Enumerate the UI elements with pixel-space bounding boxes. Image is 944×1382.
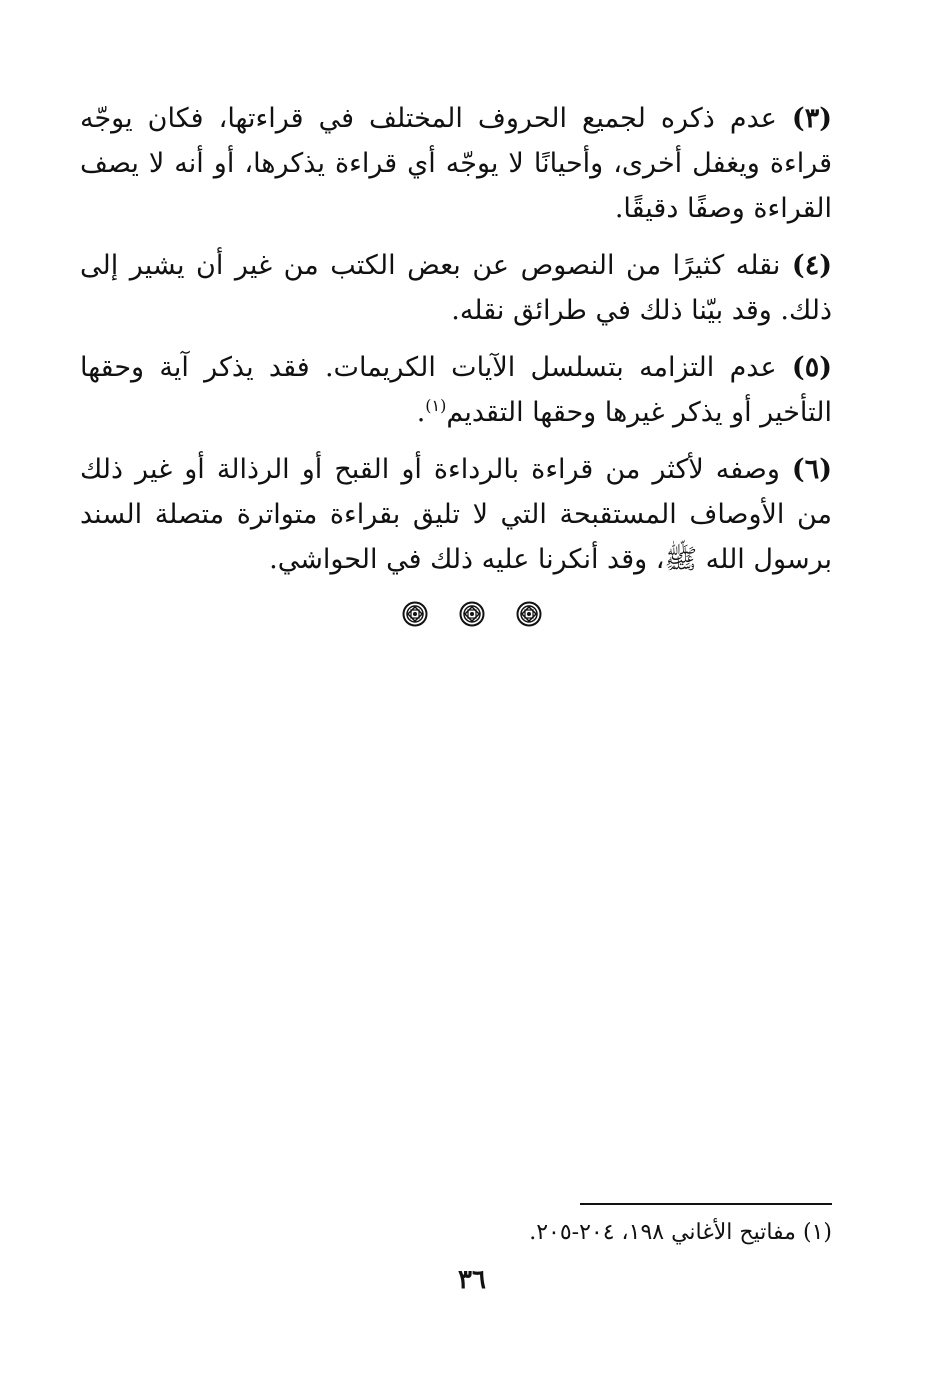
paragraph-number: (٦)	[791, 454, 832, 485]
paragraph-6	[80, 447, 832, 582]
paragraph-5	[80, 345, 832, 435]
paragraph-number: (٣)	[791, 103, 832, 134]
ornament-rosette-icon	[516, 601, 542, 627]
paragraph-text: وصفه لأكثر من قراءة بالرداءة أو القبح أو الرذالة أو غير ذلك من الأوصاف المستقبحة التي لا تليق بقراءة متواترة متصلة السند برسول الله ﷺ، وقد أنكرنا عليه ذلك في الحواشي.	[80, 454, 832, 575]
footnote-reference[interactable]: (١)	[425, 396, 447, 415]
paragraph-3	[80, 96, 832, 231]
section-end-ornaments	[0, 601, 944, 627]
footnote-text: مفاتيح الأغاني ١٩٨، ٢٠٤-٢٠٥.	[529, 1220, 796, 1245]
paragraph-tail: .	[416, 397, 426, 428]
ornament-rosette-icon	[459, 601, 485, 627]
ornament-rosette-icon	[402, 601, 428, 627]
paragraph-text: عدم ذكره لجميع الحروف المختلف في قراءتها، فكان يوجّه قراءة ويغفل أخرى، وأحيانًا لا يوجّه أي قراءة يذكرها، أو أنه لا يصف القراءة وصفًا دقيقًا.	[80, 103, 832, 224]
page-number: ٣٦	[458, 1265, 486, 1295]
footnote	[232, 1215, 832, 1251]
footnote-separator	[580, 1203, 832, 1205]
paragraph-number: (٤)	[791, 250, 832, 281]
paragraph-text: عدم التزامه بتسلسل الآيات الكريمات. فقد يذكر آية وحقها التأخير أو يذكر غيرها وحقها التقديم	[80, 352, 832, 428]
paragraph-4	[80, 243, 832, 333]
footnote-number: (١)	[802, 1220, 832, 1245]
paragraph-text: نقله كثيرًا من النصوص عن بعض الكتب من غير أن يشير إلى ذلك. وقد بيّنا ذلك في طرائق نقله.	[80, 250, 832, 326]
paragraph-number: (٥)	[791, 352, 832, 383]
body-text	[80, 96, 832, 594]
